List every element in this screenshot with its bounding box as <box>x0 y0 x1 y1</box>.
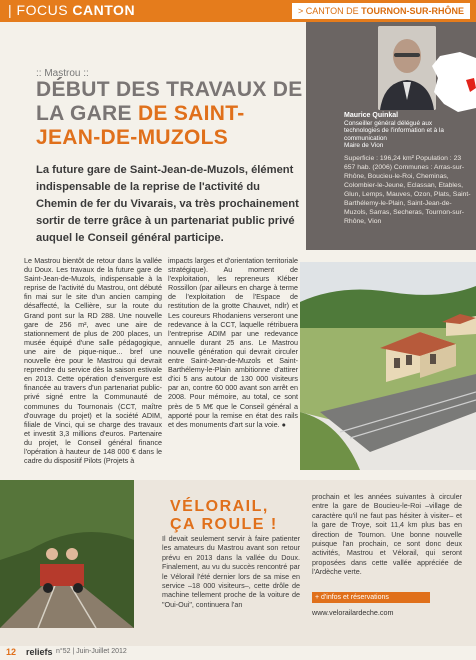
kicker-thin: | FOCUS <box>8 2 69 18</box>
body-column-1: Le Mastrou bientôt de retour dans la vallée du Doux. Les travaux de la future gare de Saint-Jean-de-Muzols, indispensable à la reprise de l'activité du Mastrou, ont débuté fin mai sur le site d'un ancien camping désaffecté, la Cellière, sur la route du Grand pont sur la RD 288. Une nouvelle gare de 256 m², avec une aire de stationnement de plus de 200 places, un musée équipé d'une salle pédagogique, une aire de pique-nique... bref une nouvelle ère pour le Mastrou qui devrait reprendre du service dès la saison estivale en 2013. Cette opération d'envergure est financée au travers d'un partenariat public-privé signé entre la Communauté de communes du Tournonais (CCT, maître d'ouvrage du projet) et la société ADIM, filiale de Vinci, qui se charge des travaux et investit 3,3 millions d'euros. Partenaire du projet, le Conseil général finance l'opération à hauteur de 148 000 € dans le cadre du dispositif Pilots (Projets à <box>24 256 162 466</box>
canton-tag <box>292 3 470 19</box>
person-caption <box>344 112 444 150</box>
issue-info: n°52 | Juin-Juillet 2012 <box>56 648 127 655</box>
info-reservations-link[interactable]: + d'infos et réservations <box>312 592 430 603</box>
canton-map <box>430 52 476 112</box>
title-highlight: DE SAINT-JEAN-DE-MUZOLS <box>36 102 245 149</box>
tag-bold: TOURNON-SUR-RHÔNE <box>361 6 464 16</box>
section-header <box>0 0 476 22</box>
person-title: Maire de Vion <box>344 142 384 149</box>
page-footer <box>0 646 476 660</box>
person-name: Maurice Quinkal <box>344 112 399 119</box>
velorail-text-2: prochain et les années suivantes à circuler entre la gare de Boucieu-le-Roi –village de caractère qu'il ne faut pas hésiter à visiter– et la gare de Troye, soit 11,4 km plus bas en direction de Tournon. Une bonne nouvelle puisque l'an prochain, ce sont donc deux activités, Mastrou et Vélorail, qui seront proposées dans cette vallée appréciée de l'Ardèche verte. <box>312 492 462 577</box>
station-illustration <box>300 262 476 470</box>
body-column-2: impacts larges et d'orientation territoriale stratégique). Au moment de l'exploitation, les repreneurs Kléber Rossillon (par ailleurs en charge à terme de l'exploitation de l'Espace de restitution de la grotte Chauvet, ndlr) et Les coureurs Rhodaniens verseront une redevance à la CCT, laquelle rétribuera l'entreprise ADIM par une redevance annuelle durant 25 ans. Le Mastrou nouvelle génération qui devrait circuler entre Saint-Jean-de-Muzols et Saint-Barthélemy-le-Plain ambitionne d'attirer d'ici 5 ans autour de 130 000 visiteurs par an, contre 60 000 avant son arrêt en 2008. Pour mémoire, au total, ce sont près de 5 M€ que le Conseil général a apporté pour la remise en état des rails et des monuments d'art sur la voie. ● <box>168 256 298 429</box>
velorail-photo <box>0 480 134 628</box>
kicker-bold: CANTON <box>72 2 136 18</box>
velorail-section <box>0 480 476 646</box>
magazine-name: reliefs <box>26 647 53 657</box>
velorail-url[interactable]: www.velorailardeche.com <box>312 608 394 617</box>
velorail-title <box>170 498 278 534</box>
canton-sidebar <box>306 22 476 250</box>
tag-prefix: > CANTON DE <box>298 6 359 16</box>
velorail-title-line2: ÇA ROULE ! <box>170 516 278 533</box>
velorail-text-1: Il devait seulement servir à faire patienter les amateurs du Mastrou avant son retour prévu en 2013 dans la vallée du Doux. Finalement, au vu du succès rencontré par le Vélorail l'été dernier lors de sa mise en service –18 000 visiteurs–, cette drôle de machine tellement proche de la voiture de "Oui-Oui", continuera l'an <box>162 534 300 609</box>
canton-facts: Superficie : 196,24 km² Population : 23 657 hab. (2006) Communes : Arras-sur-Rhône, Boucieu-le-Roi, Cheminas, Colombier-le-Jeune, Eclassan, Etables, Glun, Lemps, Mauves, Ozon, Plats, Saint-Barthélemy-le-Plain, Saint-Jean-de-Muzols, Sarras, Secheras, Tournon-sur-Rhône, Vion <box>344 155 471 225</box>
title-plain: DÉBUT DES TRAVAUX DE LA GARE <box>36 78 303 125</box>
article-lead: La future gare de Saint-Jean-de-Muzols, élément indispensable de la reprise de l'activité du Chemin de fer du Vivarais, va très prochainement sortir de terre grâce à un partenariat public privé auquel le Conseil général participe. <box>36 164 299 244</box>
velorail-title-line1: VÉLORAIL, <box>170 498 269 515</box>
person-role: Conseiller général délégué aux technologies de l'information et à la communication <box>344 119 444 142</box>
page-number: 12 <box>6 647 17 657</box>
article-title <box>36 78 306 150</box>
section-kicker <box>8 2 135 18</box>
article-rubric: :: Mastrou :: <box>36 68 89 79</box>
portrait-photo <box>378 26 436 110</box>
